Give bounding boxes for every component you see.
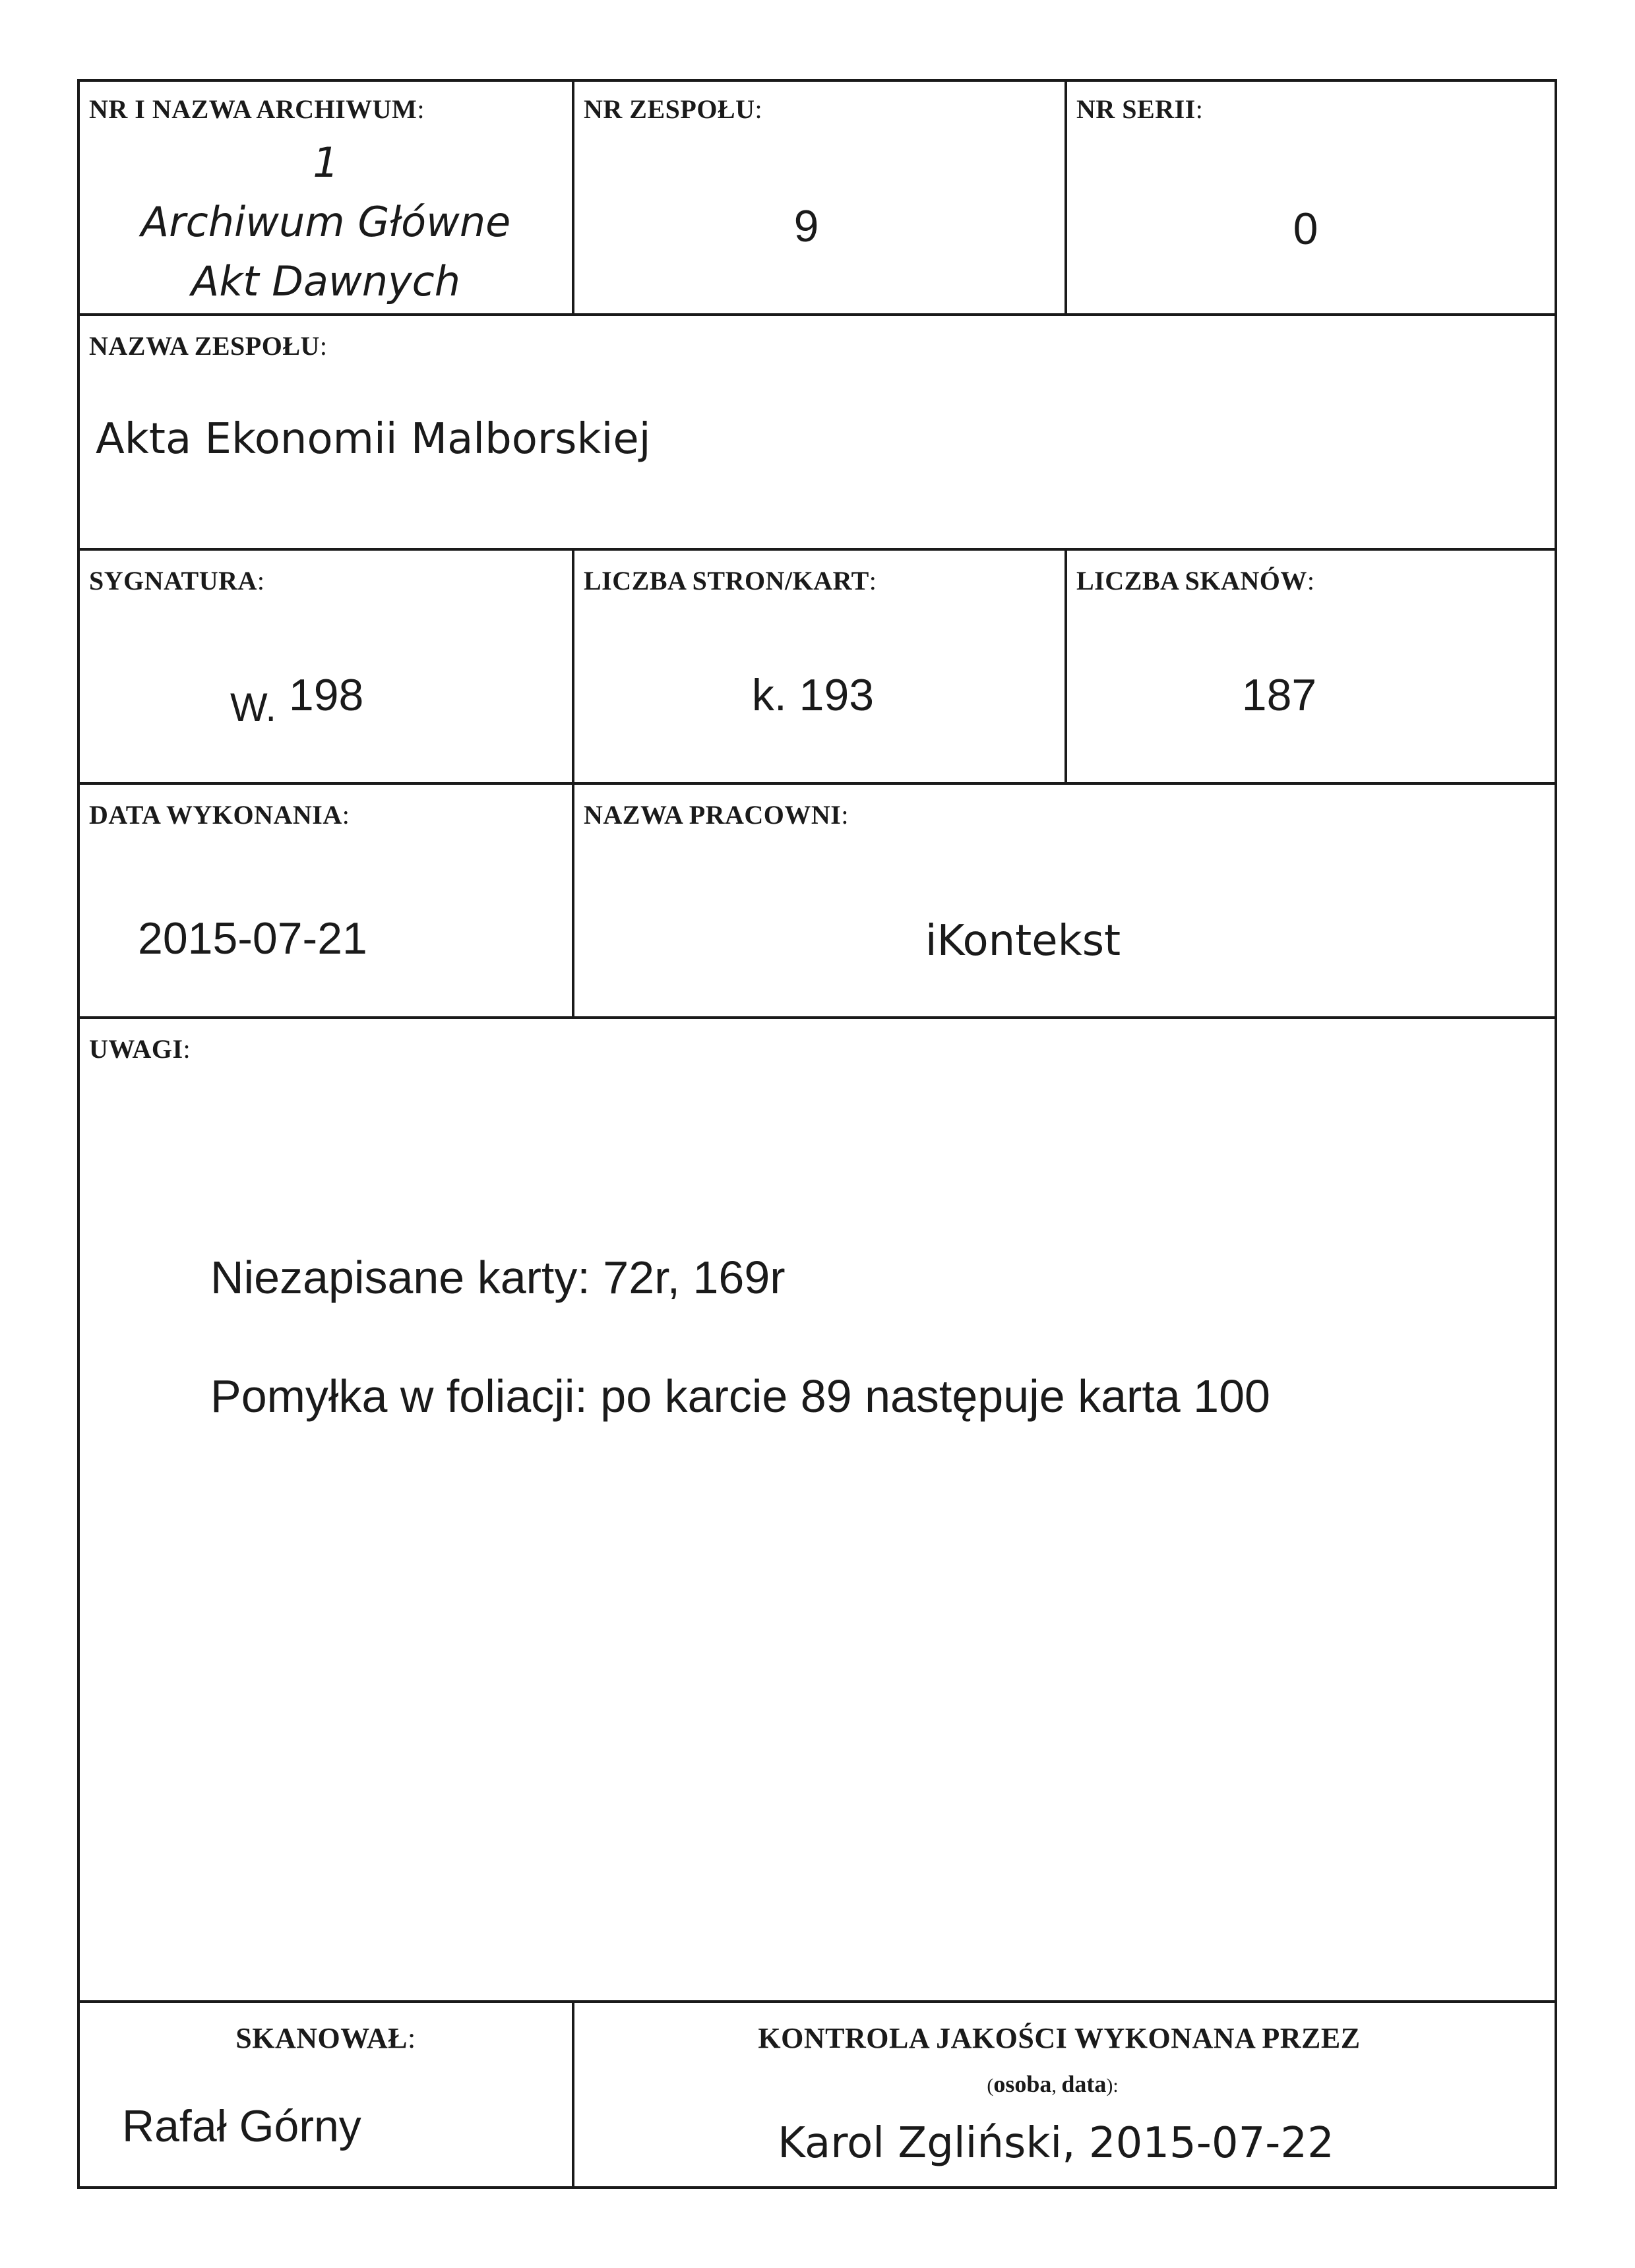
signature-prefix: W. [230,685,276,729]
quality-control-sub-label: (osoba, data): [987,2071,1119,2097]
archive-number: 1 [313,138,339,187]
collection-number-label: NR ZESPOŁU: [584,94,763,124]
studio-name-value: iKontekst [925,917,1121,965]
archive-value [80,133,572,311]
signature-label: SYGNATURA: [89,566,265,596]
metrics-sheet [77,79,1557,2189]
archive-label: NR I NAZWA ARCHIWUM: [89,94,425,124]
remarks-cell [80,1019,1557,2003]
execution-date-label: DATA WYKONANIA: [89,800,350,830]
archive-name-line1: Archiwum Główne [140,198,511,246]
quality-control-sub-osoba: osoba [993,2071,1052,2097]
quality-control-label: KONTROLA JAKOŚCI WYKONANA PRZEZ [758,2022,1361,2054]
remarks-line2: Pomyłka w foliacji: po karcie 89 następuje karta 100 [210,1370,1270,1422]
scanned-by-cell [80,2003,574,2189]
collection-number-value: 9 [793,201,819,251]
collection-number-cell [574,82,1067,316]
quality-control-cell [574,2003,1557,2189]
remarks-line1: Niezapisane karty: 72r, 169r [210,1252,786,1303]
studio-name-cell [574,785,1557,1019]
collection-name-cell [80,316,1557,551]
scans-count-value: 187 [1241,670,1317,720]
signature-number: 198 [288,670,364,720]
studio-name-label: NAZWA PRACOWNI: [584,800,849,830]
scans-count-cell [1067,551,1557,785]
archive-cell [80,82,574,316]
archive-name-line2: Akt Dawnych [191,257,461,305]
quality-control-sub-data: data [1061,2071,1107,2097]
quality-control-value: Karol Zgliński, 2015-07-22 [778,2119,1334,2168]
pages-count-label: LICZBA STRON/KART: [584,566,877,596]
scanned-by-label: SKANOWAŁ: [235,2022,416,2054]
collection-name-label: NAZWA ZESPOŁU: [89,331,328,361]
pages-count-value: k. 193 [751,670,875,720]
series-number-label: NR SERII: [1076,94,1204,124]
scanned-by-value: Rafał Górny [122,2101,361,2151]
signature-value [230,669,364,729]
pages-count-cell [574,551,1067,785]
execution-date-cell [80,785,574,1019]
scans-count-label: LICZBA SKANÓW: [1076,566,1315,596]
series-number-value: 0 [1293,204,1318,254]
execution-date-value: 2015-07-21 [138,913,367,964]
series-number-cell [1067,82,1557,316]
collection-name-value: Akta Ekonomii Malborskiej [96,415,651,464]
signature-cell [80,551,574,785]
remarks-label: UWAGI: [89,1034,191,1064]
